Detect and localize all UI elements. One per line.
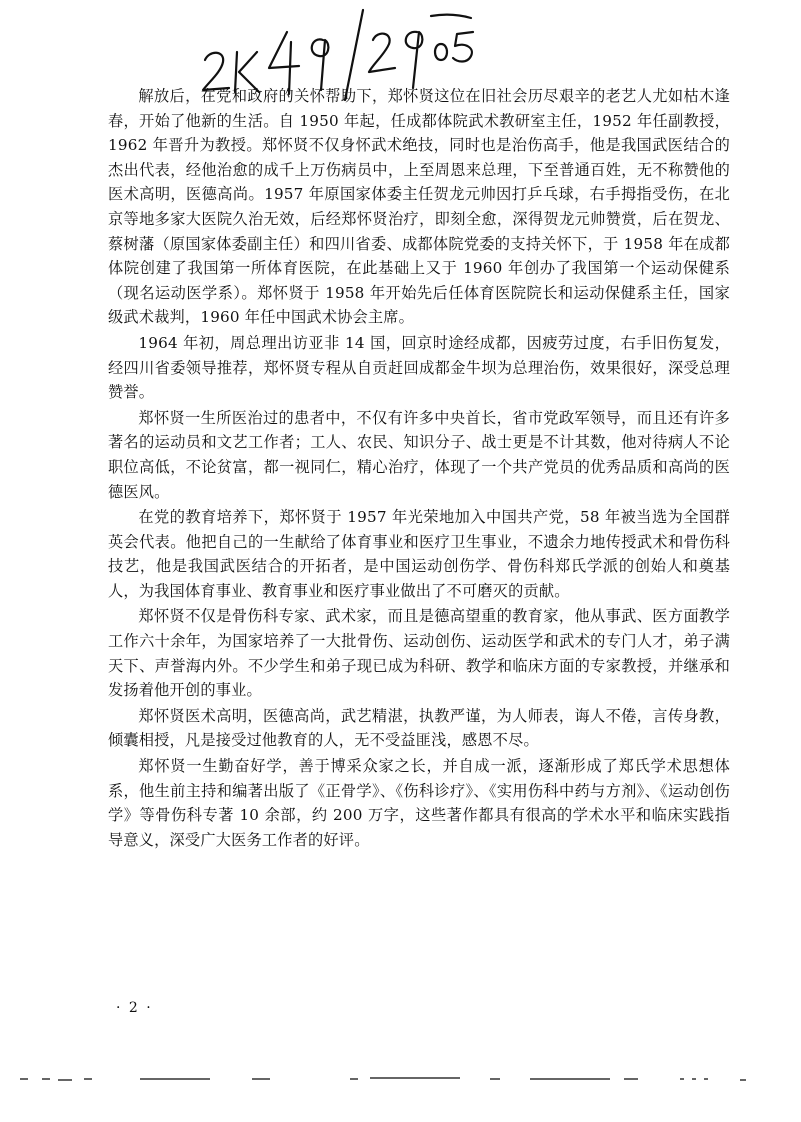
paragraph: 1964 年初，周总理出访亚非 14 国，回京时途经成都，因疲劳过度，右手旧伤复发，经四川省委领导推荐，郑怀贤专程从自贡赶回成都金牛坝为总理治伤，效果很好，深受总理赞誉。 xyxy=(108,333,730,402)
page-number: · 2 · xyxy=(116,1000,153,1016)
paragraph: 郑怀贤一生勤奋好学，善于博采众家之长，并自成一派，逐渐形成了郑氏学术思想体系，他生前主持和编著出版了《正骨学》、《伤科诊疗》、《实用伤科中药与方剂》、《运动创伤学》等骨伤科专著 10 余部，约 200 万字，这些著作都具有很高的学术水平和临床实践指导意义，深受广大医务工作者的好评。 xyxy=(108,757,730,849)
paragraph: 郑怀贤医术高明，医德高尚，武艺精湛，执教严谨，为人师表，诲人不倦，言传身教，倾囊相授，凡是接受过他教育的人，无不受益匪浅，感恩不尽。 xyxy=(108,706,730,750)
paragraph: 郑怀贤不仅是骨伤科专家、武术家，而且是德高望重的教育家，他从事武、医方面教学工作六十余年，为国家培养了一大批骨伤、运动创伤、运动医学和武术的专门人才，弟子满天下、声誉海内外。不少学生和弟子现已成为科研、教学和临床方面的专家教授，并继承和发扬着他开创的事业。 xyxy=(108,607,730,700)
scan-artifact-line xyxy=(20,1076,780,1082)
paragraph: 郑怀贤一生所医治过的患者中，不仅有许多中央首长，省市党政军领导，而且还有许多著名的运动员和文艺工作者；工人、农民、知识分子、战士更是不计其数，他对待病人不论职位高低，不论贫富，都一视同仁，精心治疗，体现了一个共产党员的优秀品质和高尚的医德医风。 xyxy=(108,408,730,501)
paragraph: 在党的教育培养下，郑怀贤于 1957 年光荣地加入中国共产党，58 年被当选为全国群英会代表。他把自己的一生献给了体育事业和医疗卫生事业，不遗余力地传授武术和骨伤科技艺，他是我国武医结合的开拓者，是中国运动创伤学、骨伤科郑氏学派的创始人和奠基人，为我国体育事业、教育事业和医疗事业做出了不可磨灭的贡献。 xyxy=(108,508,730,600)
paragraph: 解放后，在党和政府的关怀帮助下，郑怀贤这位在旧社会历尽艰辛的老艺人尤如枯木逢春，开始了他新的生活。自 1950 年起，任成都体院武术教研室主任，1952 年任副教授，1962 年晋升为教授。郑怀贤不仅身怀武术绝技，同时也是治伤高手，他是我国武医结合的杰出代表，经他治愈的成千上万伤病员中，上至周恩来总理，下至普通百姓，无不称赞他的医术高明，医德高尚。1957 年原国家体委主任贺龙元帅因打乒乓球，右手拇指受伤，在北京等地多家大医院久治无效，后经郑怀贤治疗，即刻全愈，深得贺龙元帅赞赏，后在贺龙、蔡树藩（原国家体委副主任）和四川省委、成都体院党委的支持关怀下，于 1958 年在成都体院创建了我国第一所体育医院，在此基础上又于 1960 年创办了我国第一个运动保健系（现名运动医学系）。郑怀贤于 1958 年开始先后任体育医院院长和运动保健系主任，国家级武术裁判，1960 年任中国武术协会主席。 xyxy=(108,87,730,327)
body-text xyxy=(108,84,730,852)
